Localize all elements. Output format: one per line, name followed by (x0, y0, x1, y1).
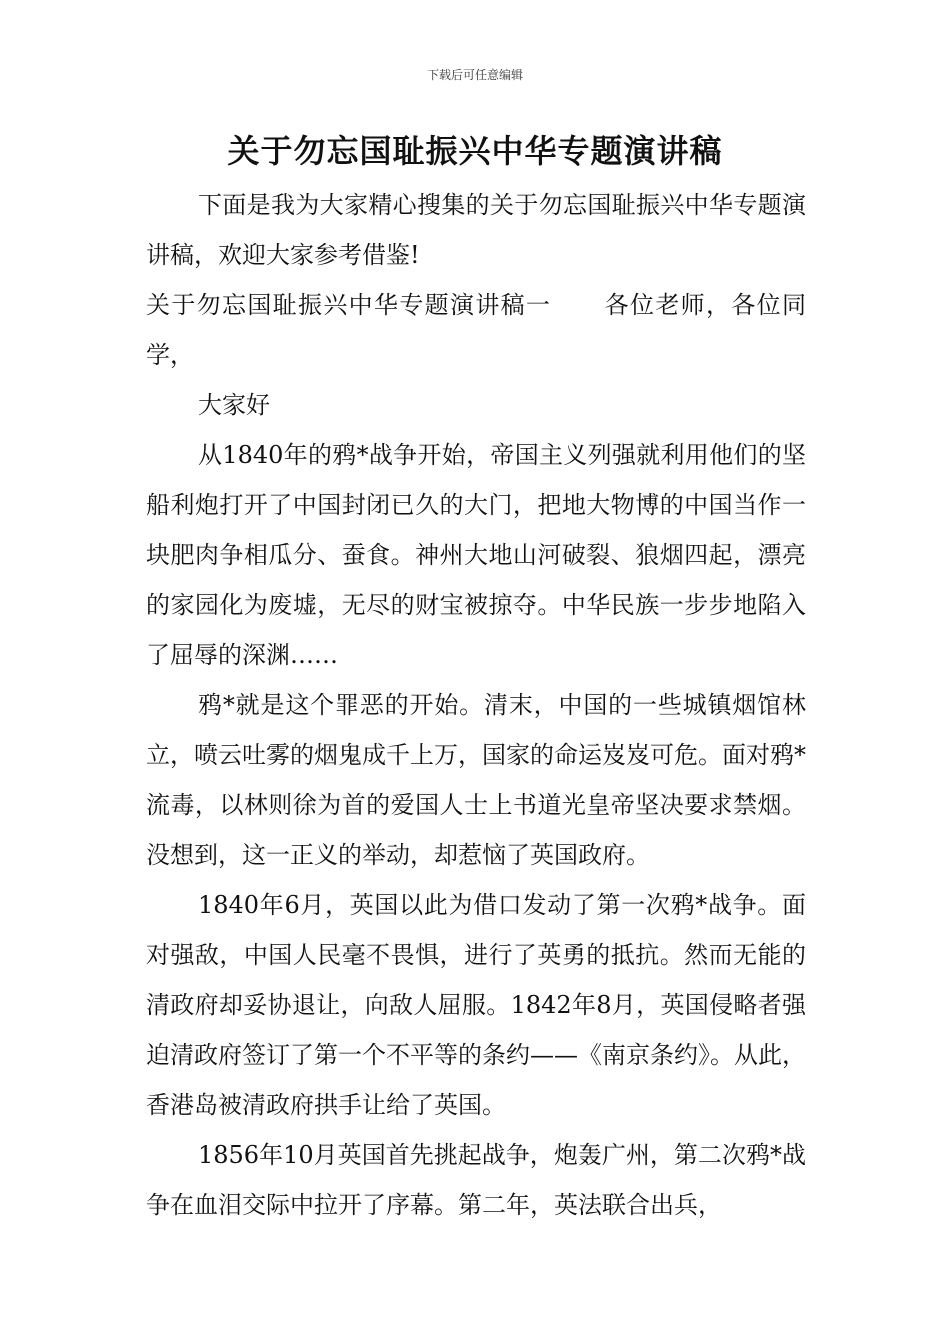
intro-paragraph: 下面是我为大家精心搜集的关于勿忘国耻振兴中华专题演讲稿，欢迎大家参考借鉴! (146, 191, 806, 269)
section-heading-line (146, 280, 806, 380)
document-body (146, 180, 806, 1230)
greeting: 大家好 (198, 391, 270, 419)
salutation: 各位老师，各位同学， (146, 291, 807, 369)
paragraph-1: 从1840年的鸦*战争开始，帝国主义列强就利用他们的坚船利炮打开了中国封闭已久的大门，把地大物博的中国当作一块肥肉争相瓜分、蚕食。神州大地山河破裂、狼烟四起，漂亮的家园化为废墟，无尽的财宝被掠夺。中华民族一步步地陷入了屈辱的深渊…… (146, 441, 806, 669)
header-note: 下载后可任意编辑 (426, 68, 523, 82)
paragraph-3: 1840年6月，英国以此为借口发动了第一次鸦*战争。面对强敌，中国人民毫不畏惧，进行了英勇的抵抗。然而无能的清政府却妥协退让，向敌人屈服。1842年8月，英国侵略者强迫清政府签订了第一个不平等的条约——《南京条约》。从此，香港岛被清政府拱手让给了英国。 (146, 891, 806, 1119)
paragraph-2: 鸦*就是这个罪恶的开始。清末，中国的一些城镇烟馆林立，喷云吐雾的烟鬼成千上万，国家的命运岌岌可危。面对鸦*流毒，以林则徐为首的爱国人士上书道光皇帝坚决要求禁烟。没想到，这一正义的举动，却惹恼了英国政府。 (146, 691, 806, 869)
paragraph-4: 1856年10月英国首先挑起战争，炮轰广州，第二次鸦*战争在血泪交际中拉开了序幕。第二年，英法联合出兵， (146, 1141, 806, 1219)
section-heading: 关于勿忘国耻振兴中华专题演讲稿一 (146, 291, 552, 319)
document-title: 关于勿忘国耻振兴中华专题演讲稿 (227, 132, 723, 170)
